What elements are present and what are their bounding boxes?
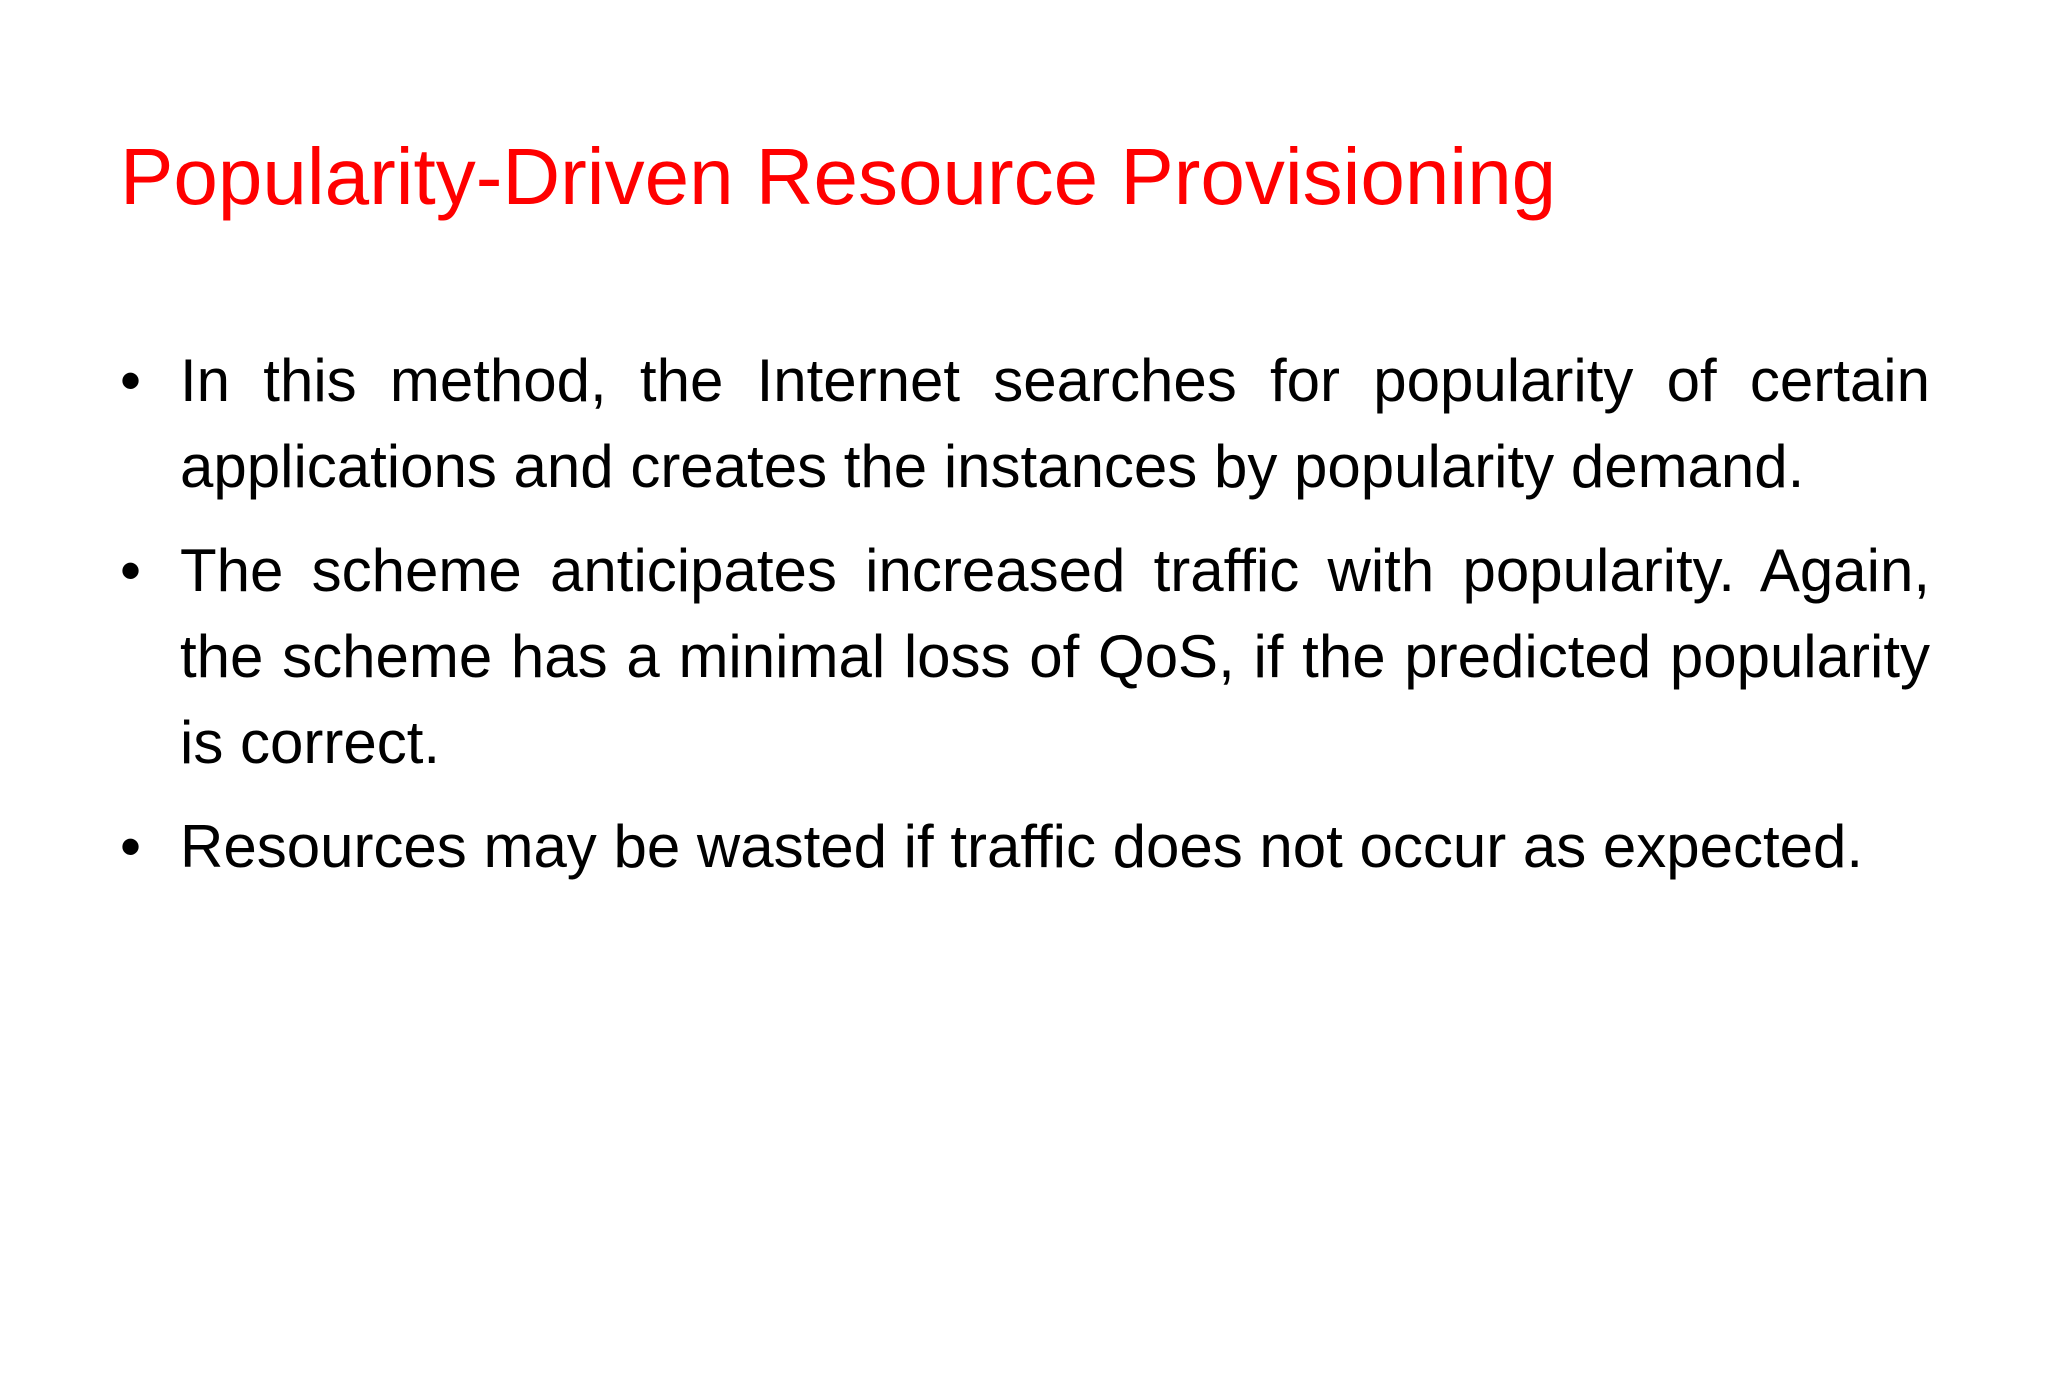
bullet-icon: • [120, 537, 142, 604]
bullet-text: In this method, the Internet searches for popularity of certain applications and creates the instances by popularity demand. [180, 347, 1930, 500]
bullet-icon: • [120, 347, 142, 414]
bullet-item [120, 338, 1930, 510]
slide-title: Popularity-Driven Resource Provisioning [120, 132, 1557, 221]
bullet-text: Resources may be wasted if traffic does not occur as expected. [180, 813, 1864, 880]
bullet-text: The scheme anticipates increased traffic with popularity. Again, the scheme has a minimal loss of QoS, if the predicted popularity is correct. [180, 537, 1930, 776]
bullet-list [120, 338, 1930, 908]
bullet-item [120, 528, 1930, 786]
bullet-item [120, 804, 1930, 890]
bullet-icon: • [120, 813, 142, 880]
